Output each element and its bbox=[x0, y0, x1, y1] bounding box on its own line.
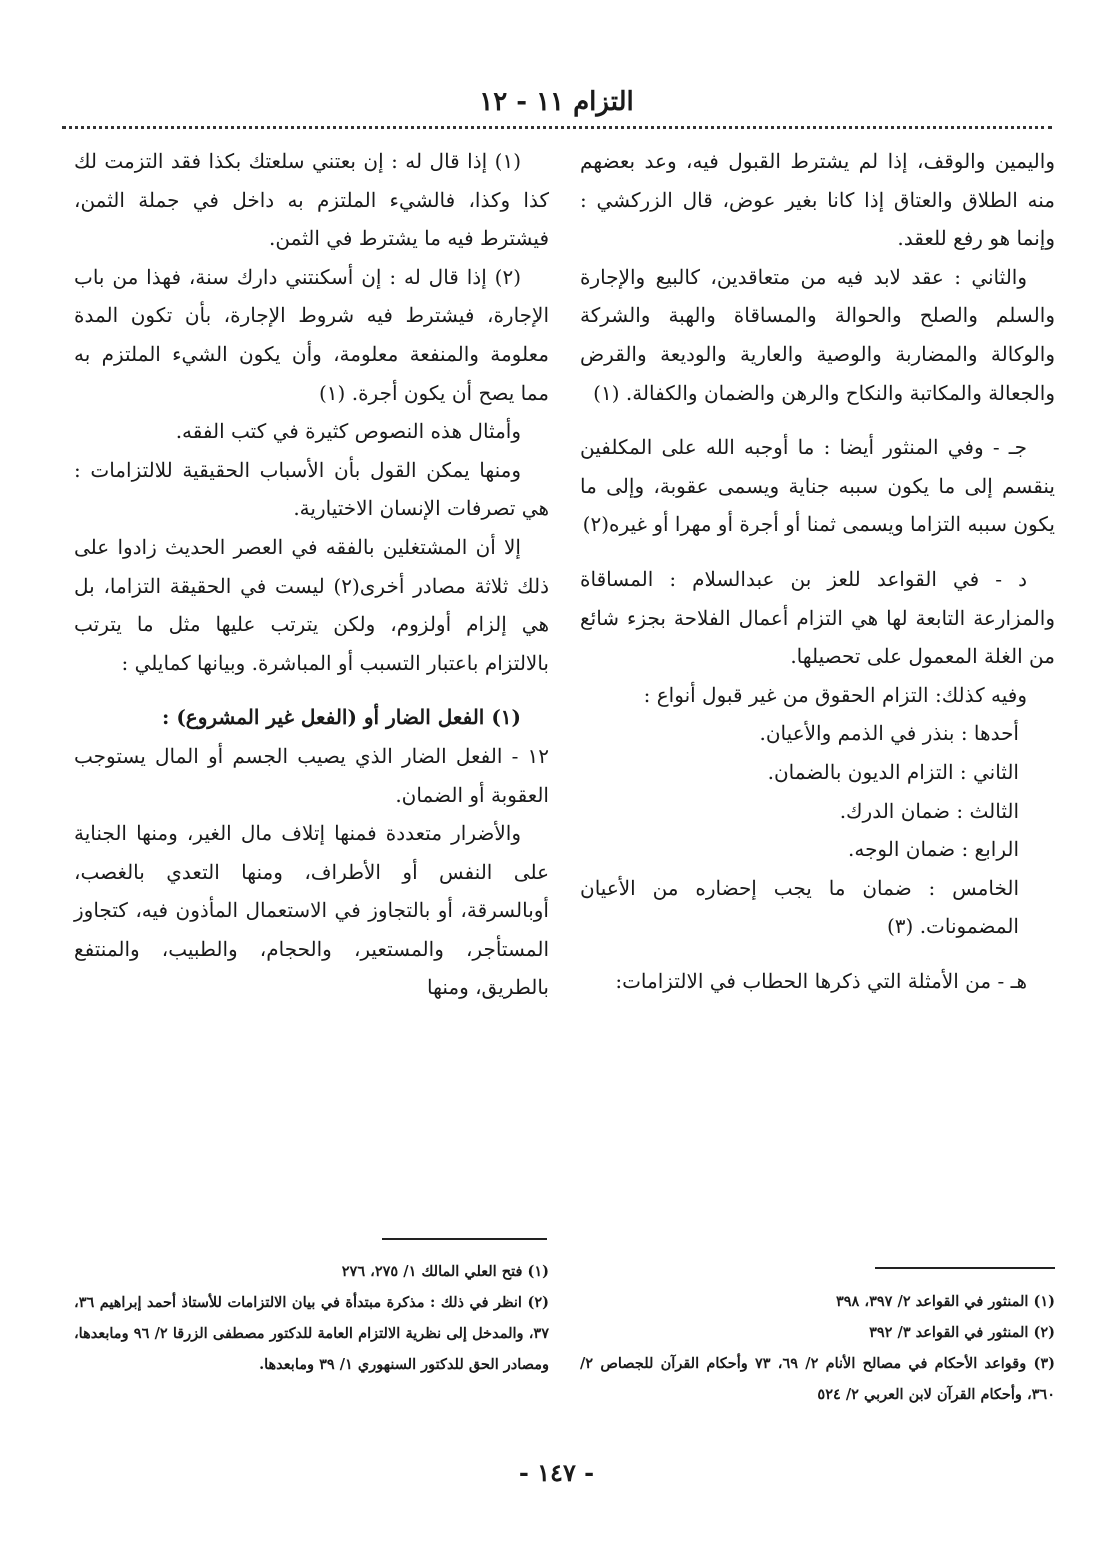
page-number: - ١٤٧ - bbox=[518, 1458, 595, 1487]
left-column bbox=[74, 142, 549, 1007]
list-item-3: الثالث : ضمان الدرك. bbox=[839, 798, 1019, 823]
left-paragraph-1: (١) إذا قال له : إن بعتني سلعتك بكذا فقد التزمت لك كذا وكذا، فالشيء الملتزم به داخل في جملة الثمن، فيشترط فيه ما يشترط في الثمن. bbox=[74, 149, 549, 251]
right-paragraph-2: والثاني : عقد لابد فيه من متعاقدين، كالبيع والإجارة والسلم والصلح والحوالة والمساقاة والهبة والشركة والوكالة والمضاربة والوصية والعارية والوديعة والقرض والجعالة والمكاتبة والنكاح والرهن والضمان والكفالة. (١) bbox=[580, 264, 1055, 405]
left-paragraph-5: إلا أن المشتغلين بالفقه في العصر الحديث زادوا على ذلك ثلاثة مصادر أخرى(٢) ليست في الحقيقة التزاما، بل هي إلزام أولزوم، ولكن يترتب عليها مثل ما يترتب بالالتزام باعتبار التسبب أو المباشرة. وبيانها كمايلي : bbox=[74, 534, 550, 675]
left-paragraph-3: وأمثال هذه النصوص كثيرة في كتب الفقه. bbox=[175, 419, 521, 444]
footnote-right-3: (٣) وقواعد الأحكام في مصالح الأنام ٢/ ٦٩، ٧٣ وأحكام القرآن للجصاص ٢/ ٣٦٠، وأحكام القرآن لابن العربي ٢/ ٥٢٤ bbox=[580, 1355, 1055, 1403]
left-paragraph-4: ومنها يمكن القول بأن الأسباب الحقيقية للالتزامات : هي تصرفات الإنسان الاختيارية. bbox=[74, 457, 549, 521]
right-paragraph-6: هـ - من الأمثلة التي ذكرها الحطاب في الالتزامات: bbox=[615, 968, 1027, 993]
page-header-title: التزام ١١ - ١٢ bbox=[479, 87, 634, 117]
list-item-5: الخامس : ضمان ما يجب إحضاره من الأعيان المضمونات. (٣) bbox=[580, 875, 1019, 939]
footnote-right-1: (١) المنثور في القواعد ٢/ ٣٩٧، ٣٩٨ bbox=[835, 1293, 1055, 1310]
footnotes-left bbox=[74, 1256, 549, 1380]
section-subheading: (١) الفعل الضار أو (الفعل غير المشروع) : bbox=[161, 705, 521, 730]
footnote-divider-right bbox=[875, 1267, 1055, 1269]
left-paragraph-6: ١٢ - الفعل الضار الذي يصيب الجسم أو المال يستوجب العقوبة أو الضمان. bbox=[74, 743, 549, 807]
footnote-divider-left bbox=[382, 1238, 547, 1240]
footnote-left-1: (١) فتح العلي المالك ١/ ٢٧٥، ٢٧٦ bbox=[341, 1263, 549, 1280]
list-item-2: الثاني : التزام الديون بالضمان. bbox=[767, 759, 1019, 784]
footnote-right-2: (٢) المنثور في القواعد ٣/ ٣٩٢ bbox=[869, 1324, 1055, 1341]
left-paragraph-2: (٢) إذا قال له : إن أسكنتني دارك سنة، فهذا من باب الإجارة، فيشترط فيه شروط الإجارة، بأن تكون المدة معلومة والمنفعة معلومة، وأن يكون الشيء الملتزم به مما يصح أن يكون أجرة. (١) bbox=[74, 264, 549, 405]
header-dotted-rule bbox=[62, 126, 1052, 129]
list-item-1: أحدها : بنذر في الذمم والأعيان. bbox=[759, 721, 1019, 746]
footnote-left-2: (٢) انظر في ذلك : مذكرة مبتدأة في بيان الالتزامات للأستاذ أحمد إبراهيم ٣٦، ٣٧، والمدخل إلى نظرية الالتزام العامة للدكتور مصطفى الزرقا ٢/ ٩٦ ومابعدها، ومصادر الحق للدكتور السنهوري ١/ ٣٩ ومابعدها. bbox=[74, 1294, 549, 1373]
list-item-4: الرابع : ضمان الوجه. bbox=[847, 837, 1019, 862]
left-paragraph-7: والأضرار متعددة فمنها إتلاف مال الغير، ومنها الجناية على النفس أو الأطراف، ومنها التعدي بالغصب، أوبالسرقة، أو بالتجاوز في الاستعمال المأذون فيه، كتجاوز المستأجر، والمستعير، والحجام، والطبيب، والمنتفع بالطريق، ومنها bbox=[74, 821, 549, 1000]
right-paragraph-4: د - في القواعد للعز بن عبدالسلام : المساقاة والمزارعة التابعة لها هي التزام أعمال الفلاحة بجزء شائع من الغلة المعمول على تحصيلها. bbox=[580, 566, 1055, 669]
right-paragraph-1: واليمين والوقف، إذا لم يشترط القبول فيه، وعد بعضهم منه الطلاق والعتاق إذا كانا بغير عوض، قال الزركشي : وإنما هو رفع للعقد. bbox=[580, 149, 1055, 251]
right-paragraph-3: جـ - وفي المنثور أيضا : ما أوجبه الله على المكلفين ينقسم إلى ما يكون سببه جناية ويسمى عقوبة، وإلى ما يكون سببه التزاما ويسمى ثمنا أو أجرة أو مهرا أو غيره(٢) bbox=[580, 435, 1055, 537]
right-paragraph-5: وفيه كذلك: التزام الحقوق من غير قبول أنواع : bbox=[643, 682, 1027, 707]
right-column bbox=[580, 142, 1055, 1000]
footnotes-right bbox=[580, 1286, 1055, 1410]
